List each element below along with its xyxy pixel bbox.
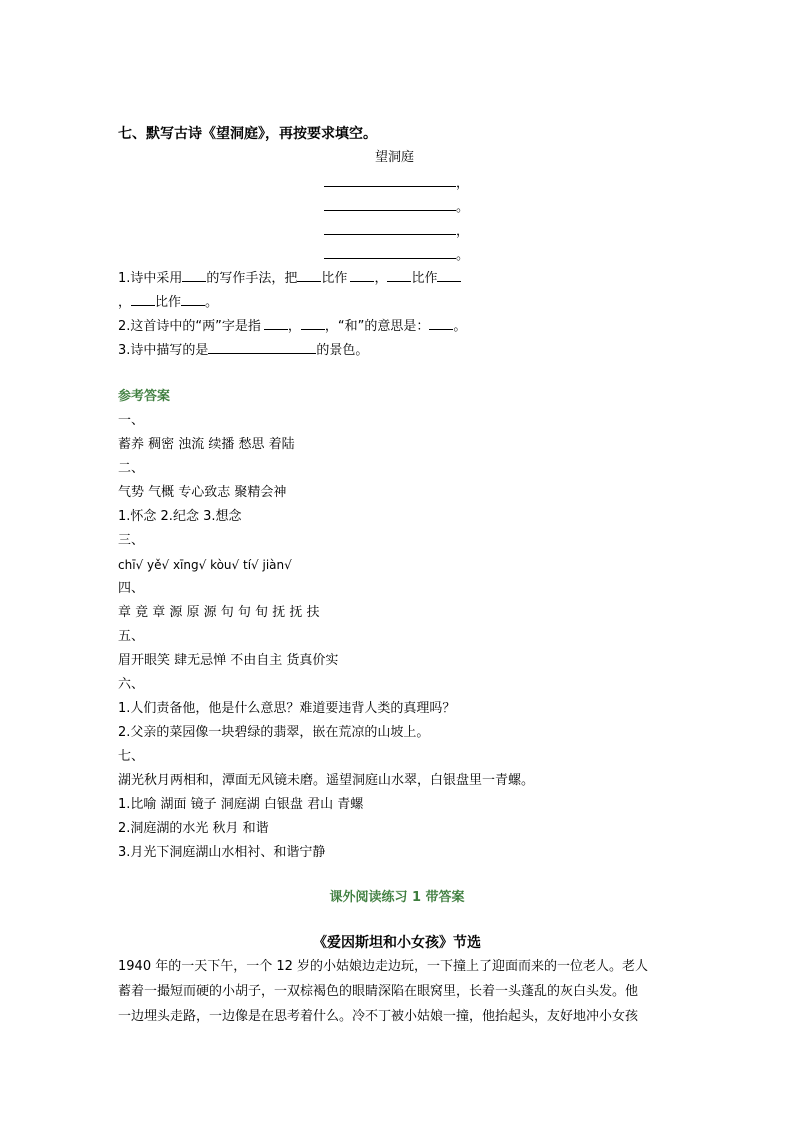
- answer-line: 3.月光下洞庭湖山水相衬、和谐宁静: [118, 845, 326, 860]
- blank[interactable]: [437, 268, 461, 282]
- answer-line: 三、: [118, 533, 145, 548]
- question-3: [118, 340, 368, 361]
- punct: 。: [456, 248, 470, 263]
- section-heading: 七、默写古诗《望洞庭》，再按要求填空。: [118, 126, 377, 142]
- answer-line: 五、: [118, 629, 145, 644]
- paragraph-line: 一边埋头走路，一边像是在思考着什么。冷不丁被小姑娘一撞，他抬起头，友好地冲小女孩: [118, 1009, 639, 1024]
- text: ，: [374, 271, 388, 286]
- poem-title: 望洞庭: [375, 150, 415, 165]
- text: ，“和”的意思是：: [324, 319, 430, 334]
- answer-line: 湖光秋月两相和，潭面无风镜未磨。遥望洞庭山水翠，白银盘里一青螺。: [118, 773, 535, 788]
- poem-line-4: [324, 245, 469, 266]
- question-1b: [118, 292, 218, 313]
- text: ，: [118, 295, 132, 310]
- text: 的写作手法，把: [206, 271, 298, 286]
- paragraph-line: 1940 年的一天下午，一个 12 岁的小姑娘边走边玩，一下撞上了迎面而来的一位老人。老人: [118, 959, 649, 974]
- question-1a: [118, 268, 461, 289]
- answers-title: 参考答案: [118, 389, 171, 404]
- paragraph-line: 蓄着一撮短而硬的小胡子，一双棕褐色的眼睛深陷在眼窝里，长着一头蓬乱的灰白头发。他: [118, 984, 639, 999]
- answer-line: 七、: [118, 749, 145, 764]
- answer-line: 蓄养 稠密 浊流 续播 愁思 着陆: [118, 437, 295, 452]
- blank[interactable]: [297, 268, 321, 282]
- blank[interactable]: [324, 221, 456, 235]
- answer-line: 2.洞庭湖的水光 秋月 和谐: [118, 821, 269, 836]
- answer-line: 二、: [118, 461, 145, 476]
- blank[interactable]: [324, 173, 456, 187]
- answer-line: 2.父亲的菜园像一块碧绿的翡翠，嵌在荒凉的山坡上。: [118, 725, 430, 740]
- answer-line: 六、: [118, 677, 145, 692]
- answer-line: chī√ yě√ xīng√ kòu√ tí√ jiàn√: [118, 558, 292, 572]
- blank[interactable]: [387, 268, 411, 282]
- punct: ，: [456, 224, 470, 239]
- answer-line: 气势 气概 专心致志 聚精会神: [118, 485, 287, 500]
- text: 1.诗中采用: [118, 271, 183, 286]
- blank[interactable]: [264, 316, 288, 330]
- text: 的景色。: [316, 343, 369, 358]
- punct: 。: [456, 200, 470, 215]
- blank[interactable]: [324, 245, 456, 259]
- blank[interactable]: [301, 316, 325, 330]
- text: 。: [453, 319, 467, 334]
- answer-line: 1.怀念 2.纪念 3.想念: [118, 509, 242, 524]
- answer-line: 1.比喻 湖面 镜子 洞庭湖 白银盘 君山 青螺: [118, 797, 364, 812]
- text: 比作: [411, 271, 438, 286]
- article-title: 《爱因斯坦和小女孩》节选: [313, 935, 481, 951]
- blank[interactable]: [131, 292, 155, 306]
- punct: ，: [456, 176, 470, 191]
- text: 2.这首诗中的“两”字是指: [118, 319, 261, 334]
- blank[interactable]: [182, 268, 206, 282]
- text: 3.诗中描写的是: [118, 343, 209, 358]
- blank[interactable]: [429, 316, 453, 330]
- answer-line: 1.人们责备他，他是什么意思？难道要违背人类的真理吗？: [118, 701, 456, 716]
- blank[interactable]: [208, 340, 316, 354]
- reading-section-title: 课外阅读练习 1 带答案: [329, 890, 465, 905]
- poem-line-1: [324, 173, 469, 194]
- blank[interactable]: [324, 197, 456, 211]
- blank[interactable]: [350, 268, 374, 282]
- poem-line-3: [324, 221, 469, 242]
- answer-line: 四、: [118, 581, 145, 596]
- text: 。: [205, 295, 219, 310]
- answer-line: 一、: [118, 413, 145, 428]
- poem-line-2: [324, 197, 469, 218]
- question-2: [118, 316, 466, 337]
- text: 比作: [321, 271, 348, 286]
- answer-line: 眉开眼笑 肆无忌惮 不由自主 货真价实: [118, 653, 339, 668]
- answer-line: 章 竟 章 源 原 源 句 句 旬 抚 抚 扶: [118, 605, 320, 620]
- blank[interactable]: [181, 292, 205, 306]
- text: ，: [287, 319, 301, 334]
- text: 比作: [155, 295, 182, 310]
